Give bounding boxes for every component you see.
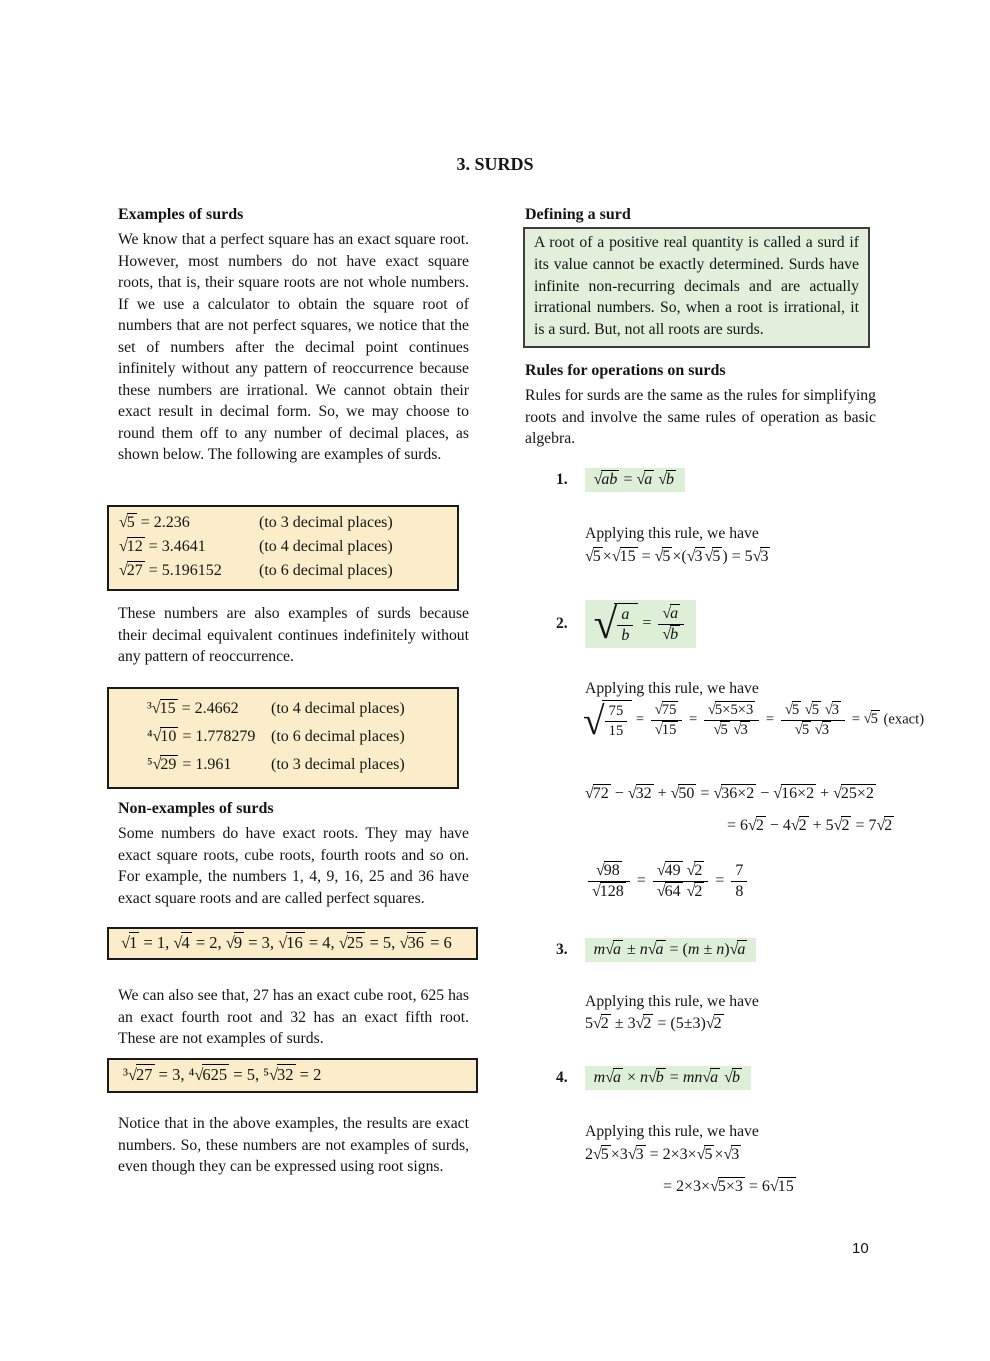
rule-2-example: $\frac{√98}{√128}$ = $\frac{√49 √2}{√64 √2}$ = $\frac{7}{8}$	[585, 862, 750, 901]
page-number: 10	[852, 1240, 869, 1257]
surd-expression: ⁵√29 = 1.961	[147, 756, 232, 773]
nth-root-examples-box	[107, 687, 459, 789]
rule-3-number: 3.	[556, 941, 568, 958]
perfect-squares-expression: √1 = 1, √4 = 2, √9 = 3, √16 = 4, √25 = 5, √36 = 6	[121, 933, 452, 952]
perfect-squares-box	[107, 927, 478, 960]
examples-paragraph: We know that a perfect square has an exact square root. However, most numbers do not have exact square roots, that is, their square roots are not whole numbers. If we use a calculator to obtain the square root of numbers that are not perfect squares, we notice that the set of numbers after the decimal point continues infinitely without any pattern of reoccurrence because these numbers are irrational. We cannot obtain their exact result in decimal form. So, we may choose to round them off to any number of decimal places, as shown below. The following are examples of surds.	[118, 231, 469, 463]
rule-1-formula: √ab = √a √b	[585, 468, 685, 492]
surd-note: (to 4 decimal places)	[259, 538, 393, 555]
rule-2-example: = 6√2 − 4√2 + 5√2 = 7√2	[727, 817, 893, 834]
definition-box: A root of a positive real quantity is called a surd if its value cannot be exactly determined. Surds have infinite non-recurring decimals and are actually irrational numbers. So, when a root is irrational, it is a surd. But, not all roots are surds.	[523, 227, 870, 348]
rule-3-formula: m√a ± n√a = (m ± n)√a	[585, 938, 757, 962]
surd-note: (to 3 decimal places)	[271, 756, 405, 773]
rules-intro-paragraph: Rules for surds are the same as the rules for simplifying roots and involve the same rules of operation as basic algebra.	[525, 387, 876, 447]
apply-label: Applying this rule, we have	[585, 680, 759, 697]
rule-4-number: 4.	[556, 1069, 568, 1086]
rule-4-example: 2√5 ×3√3 = 2×3×√5 ×√3	[585, 1146, 740, 1163]
exact-roots-expression: ³√27 = 3, ⁴√625 = 5, ⁵√32 = 2	[123, 1065, 322, 1084]
surd-note: (to 6 decimal places)	[259, 562, 393, 579]
page-title: 3. SURDS	[456, 154, 534, 174]
examples-heading: Examples of surds	[118, 206, 244, 223]
surd-expression: ⁴√10 = 1.778279	[147, 728, 256, 745]
decimal-examples-box	[107, 505, 459, 591]
notice-paragraph: Notice that in the above examples, the results are exact numbers. So, these numbers are not examples of surds, even though they can be expressed using root signs.	[118, 1115, 469, 1175]
rule-2-example: √ $\frac{75}{15}$ = $\frac{√75}{√15}$ = $\frac{√5\times 5\times 3}{√5 √3}$ = $\frac{√5 √5 √3}{√5 √3}$ = √5 (exact)	[583, 698, 925, 743]
rule-4-formula: m√a × n√b = mn√a √b	[585, 1066, 751, 1090]
surd-note: (to 4 decimal places)	[271, 700, 405, 717]
non-examples-heading: Non-examples of surds	[118, 800, 274, 817]
surd-expression: √12 = 3.4641	[119, 538, 206, 555]
rule-2-example: √72 − √32 + √50 = √36×2 − √16×2 + √25×2	[585, 785, 874, 802]
rule-1-number: 1.	[556, 471, 568, 488]
surd-note: (to 6 decimal places)	[271, 728, 405, 745]
defining-heading: Defining a surd	[525, 206, 631, 223]
rule-2	[556, 600, 696, 648]
rule-2-number: 2.	[556, 615, 568, 632]
surd-expression: √5 = 2.236	[119, 514, 190, 531]
cube-root-paragraph: We can also see that, 27 has an exact cube root, 625 has an exact fourth root and 32 has an exact fifth root. These are not examples of surds.	[118, 987, 469, 1047]
surd-expression: ³√15 = 2.4662	[147, 700, 239, 717]
rule-4	[556, 1066, 751, 1090]
rule-3-example: 5√2 ± 3√2 = (5±3)√2	[585, 1015, 722, 1032]
surd-note: (to 3 decimal places)	[259, 514, 393, 531]
rule-3	[556, 938, 756, 962]
rule-1	[556, 468, 685, 492]
apply-label: Applying this rule, we have	[585, 993, 759, 1010]
exact-roots-box	[107, 1058, 478, 1093]
also-surds-paragraph: These numbers are also examples of surds because their decimal equivalent continues indefinitely without any pattern of reoccurrence.	[118, 605, 469, 665]
rules-heading: Rules for operations on surds	[525, 362, 726, 379]
apply-label: Applying this rule, we have	[585, 1123, 759, 1140]
rule-2-formula: √ $\frac{a}{b}$ = $\frac{√a}{√b}$	[585, 600, 697, 648]
non-examples-paragraph: Some numbers do have exact roots. They may have exact square roots, cube roots, fourth roots and so on. For example, the numbers 1, 4, 9, 16, 25 and 36 have exact square roots and are called perfect squares.	[118, 825, 469, 907]
rule-4-example: = 2×3×√5×3 = 6√15	[663, 1178, 794, 1195]
rule-1-example: √5 ×√15 = √5 ×(√3 √5 ) = 5√3	[585, 548, 769, 565]
surd-expression: √27 = 5.196152	[119, 562, 222, 579]
apply-label: Applying this rule, we have	[585, 525, 759, 542]
